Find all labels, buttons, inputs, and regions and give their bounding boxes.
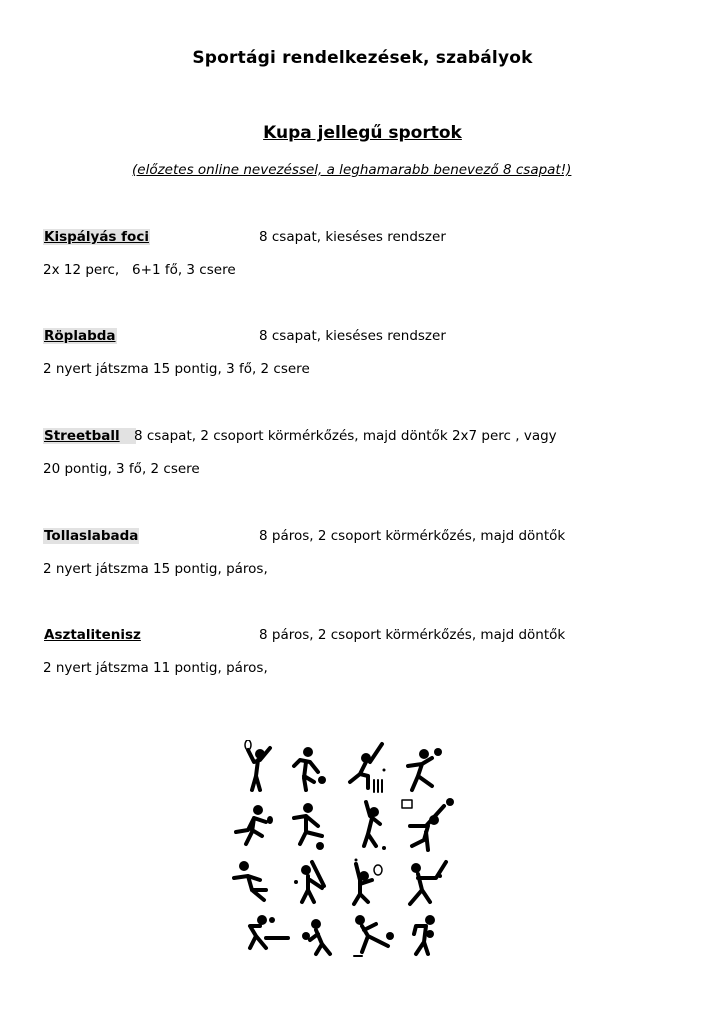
sport-rule: 8 csapat, kieséses rendszer xyxy=(259,328,446,344)
badminton-player-icon xyxy=(245,740,270,790)
football-kicker-icon xyxy=(294,803,324,850)
sport-name: Röplabda xyxy=(44,328,116,344)
sport-rule: 8 csapat, 2 csoport körmérkőzés, majd döntők 2x7 perc , vagy xyxy=(134,428,557,444)
runner-icon xyxy=(234,861,266,900)
sport-name: Asztalitenisz xyxy=(44,627,141,643)
handball-player-icon xyxy=(408,748,442,790)
sports-pictogram-grid xyxy=(226,740,466,965)
basketball-player-icon xyxy=(414,915,435,954)
sports-pictograms xyxy=(226,740,466,965)
sport-name: Streetball xyxy=(43,428,136,444)
table-tennis-player-icon xyxy=(250,915,288,948)
rugby-runner-icon xyxy=(236,805,273,844)
sport-rule: 8 páros, 2 csoport körmérkőzés, majd döntők xyxy=(259,627,566,643)
sport-detail: 2 nyert játszma 15 pontig, páros, xyxy=(43,561,268,577)
sport-rule: 8 csapat, kieséses rendszer xyxy=(259,229,446,245)
sport-detail: 2 nyert játszma 11 pontig, páros, xyxy=(43,660,268,676)
sport-rule: 8 páros, 2 csoport körmérkőzés, majd döntők xyxy=(259,528,566,544)
sport-detail: 20 pontig, 3 fő, 2 csere xyxy=(43,461,200,477)
baseball-batter-icon xyxy=(294,862,324,902)
volleyball-player-icon xyxy=(302,919,330,954)
sport-name: Tollaslabada xyxy=(44,528,139,544)
document-title: Sportági rendelkezések, szabályok xyxy=(192,48,533,68)
sport-detail: 2x 12 perc, 6+1 fő, 3 csere xyxy=(43,262,236,278)
tennis-player-icon xyxy=(354,859,382,905)
hockey-player-icon xyxy=(410,862,446,904)
registration-note: (előzetes online nevezéssel, a leghamarabb benevező 8 csapat!) xyxy=(132,162,572,178)
soccer-player-icon xyxy=(294,747,326,790)
golfer-icon xyxy=(364,802,386,850)
bowler-icon xyxy=(354,915,394,956)
cricket-batsman-icon xyxy=(350,744,386,792)
section-title: Kupa jellegű sportok xyxy=(263,123,462,143)
sport-name: Kispályás foci xyxy=(44,229,149,245)
sport-detail: 2 nyert játszma 15 pontig, 3 fő, 2 csere xyxy=(43,361,310,377)
netball-player-icon xyxy=(402,798,454,850)
